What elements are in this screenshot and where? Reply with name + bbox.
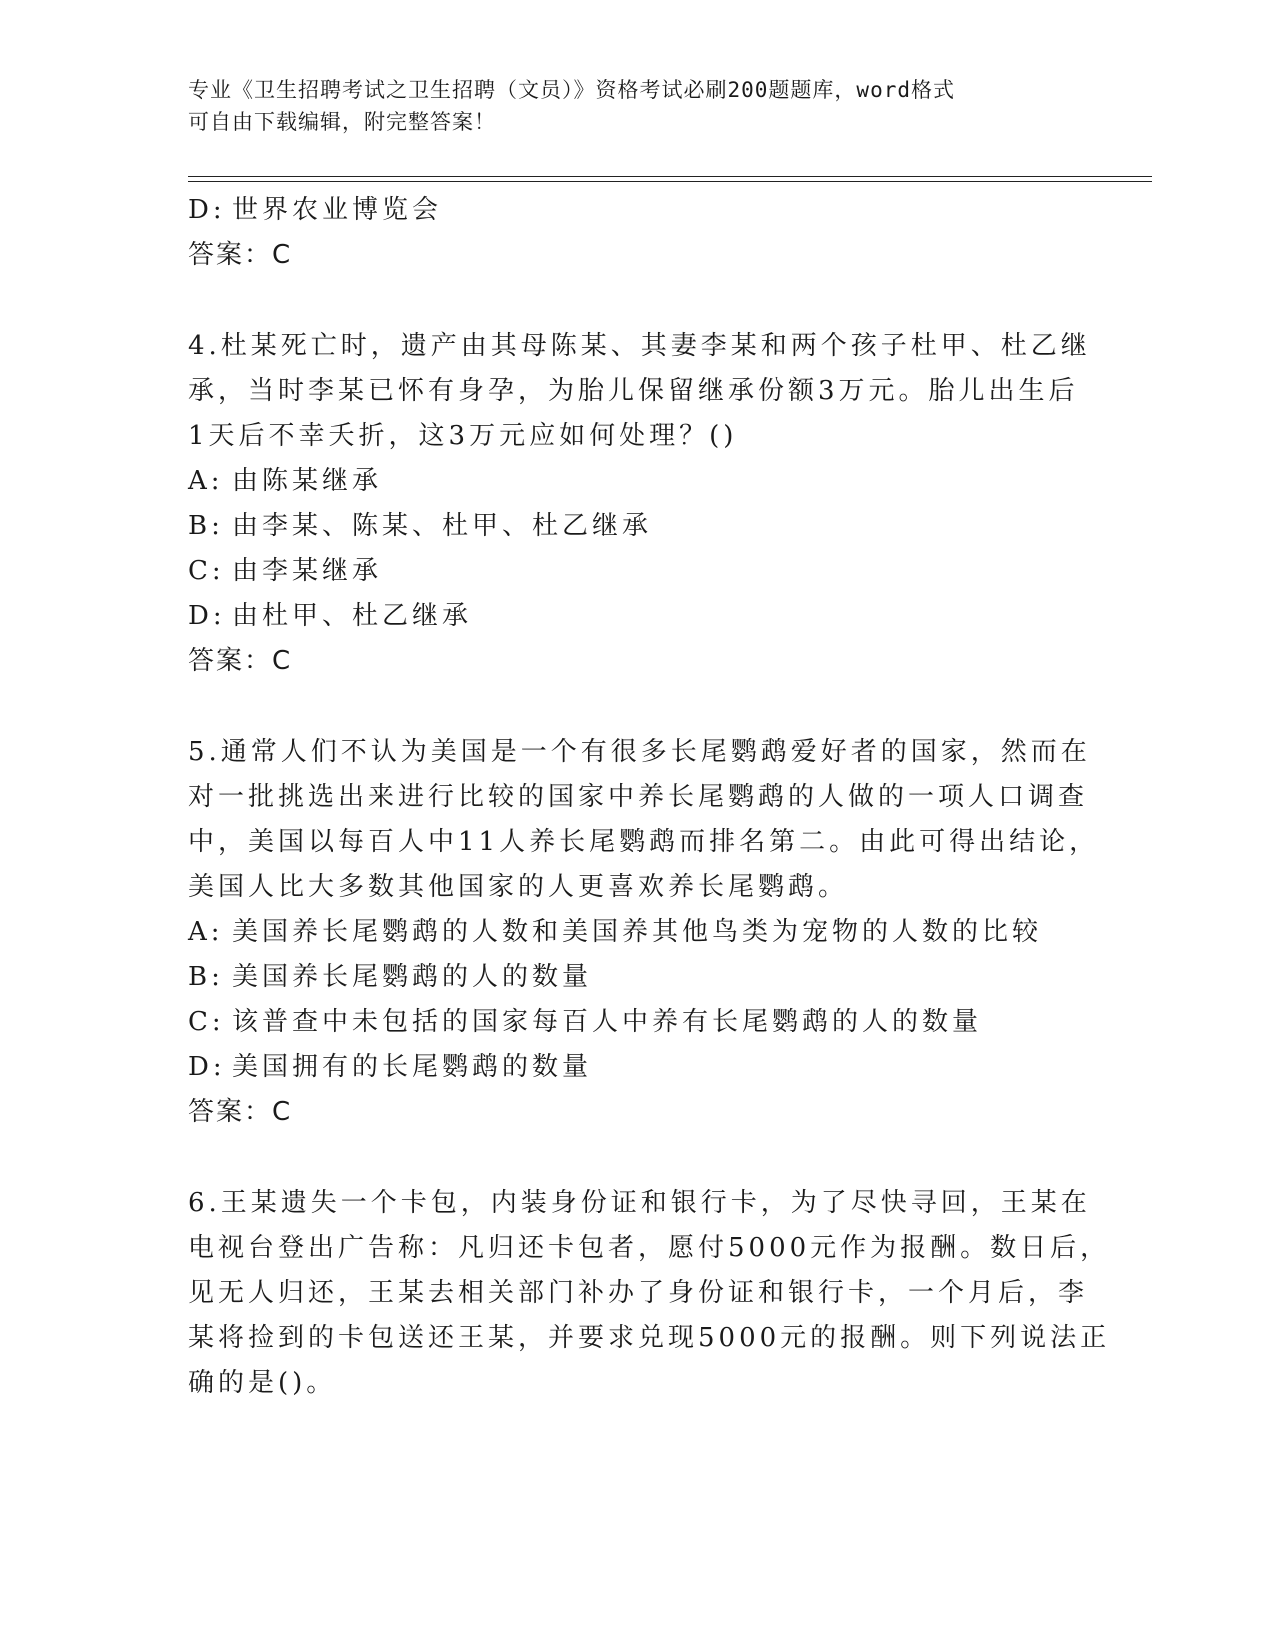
question-text-line: 6.王某遗失一个卡包，内装身份证和银行卡，为了尽快寻回，王某在 [188, 1188, 1091, 1218]
option-text: 该普查中未包括的国家每百人中养有长尾鹦鹉的人的数量 [232, 1007, 983, 1037]
question-text-line: 中，美国以每百人中11人养长尾鹦鹉而排名第二。由此可得出结论， [188, 827, 1100, 857]
q5-option-c [188, 1000, 1088, 1045]
q3-option-d [188, 188, 1088, 233]
question-text-line: 对一批挑选出来进行比较的国家中养长尾鹦鹉的人做的一项人口调查 [188, 782, 1089, 812]
option-text: 美国拥有的长尾鹦鹉的数量 [232, 1052, 593, 1082]
option-key: B: [188, 962, 224, 992]
question-text-line: 见无人归还，王某去相关部门补办了身份证和银行卡，一个月后，李 [188, 1278, 1089, 1308]
q5-option-d [188, 1045, 1088, 1090]
spacer [188, 278, 1088, 324]
option-text: 世界农业博览会 [232, 195, 443, 225]
question-4 [188, 324, 1091, 684]
question-text-line: 1天后不幸夭折，这3万元应如何处理？() [188, 421, 738, 451]
option-key: D: [188, 195, 226, 225]
question-text-line: 电视台登出广告称：凡归还卡包者，愿付5000元作为报酬。数日后， [188, 1233, 1111, 1263]
question-text-line: 5.通常人们不认为美国是一个有很多长尾鹦鹉爱好者的国家，然而在 [188, 737, 1091, 767]
question-content [188, 188, 1111, 1406]
spacer [188, 684, 1088, 730]
question-6 [188, 1181, 1111, 1406]
option-text: 由李某继承 [232, 556, 383, 586]
document-header [188, 74, 1068, 138]
option-key: C: [188, 1007, 225, 1037]
q4-option-d [188, 594, 1088, 639]
option-text: 由杜甲、杜乙继承 [232, 601, 473, 631]
q4-option-c [188, 549, 1088, 594]
header-line-2: 可自由下载编辑，附完整答案！ [188, 110, 496, 134]
option-key: D: [188, 1052, 226, 1082]
question-5 [188, 730, 1100, 1135]
option-text: 由李某、陈某、杜甲、杜乙继承 [232, 511, 653, 541]
question-text-line: 4.杜某死亡时，遗产由其母陈某、其妻李某和两个孩子杜甲、杜乙继 [188, 331, 1091, 361]
question-text-line: 美国人比大多数其他国家的人更喜欢养长尾鹦鹉。 [188, 872, 849, 902]
option-text: 美国养长尾鹦鹉的人数和美国养其他鸟类为宠物的人数的比较 [232, 917, 1043, 947]
q4-option-a [188, 459, 1088, 504]
question-text-line: 承，当时李某已怀有身孕，为胎儿保留继承份额3万元。胎儿出生后 [188, 376, 1079, 406]
q5-option-a [188, 910, 1088, 955]
question-text-line: 某将捡到的卡包送还王某，并要求兑现5000元的报酬。则下列说法正 [188, 1323, 1111, 1353]
q4-option-b [188, 504, 1088, 549]
option-key: A: [188, 917, 224, 947]
header-divider-second [188, 181, 1152, 182]
option-key: C: [188, 556, 225, 586]
option-key: D: [188, 601, 226, 631]
q4-answer: 答案：C [188, 646, 293, 676]
option-text: 由陈某继承 [232, 466, 383, 496]
header-line-1: 专业《卫生招聘考试之卫生招聘（文员）》资格考试必刷200题题库，word格式 [188, 78, 955, 102]
option-text: 美国养长尾鹦鹉的人的数量 [232, 962, 593, 992]
spacer [188, 1135, 1088, 1181]
question-text-line: 确的是()。 [188, 1368, 337, 1398]
header-divider [188, 176, 1152, 177]
q5-answer: 答案：C [188, 1097, 293, 1127]
q5-option-b [188, 955, 1088, 1000]
option-key: B: [188, 511, 224, 541]
option-key: A: [188, 466, 224, 496]
q3-answer: 答案：C [188, 240, 293, 270]
